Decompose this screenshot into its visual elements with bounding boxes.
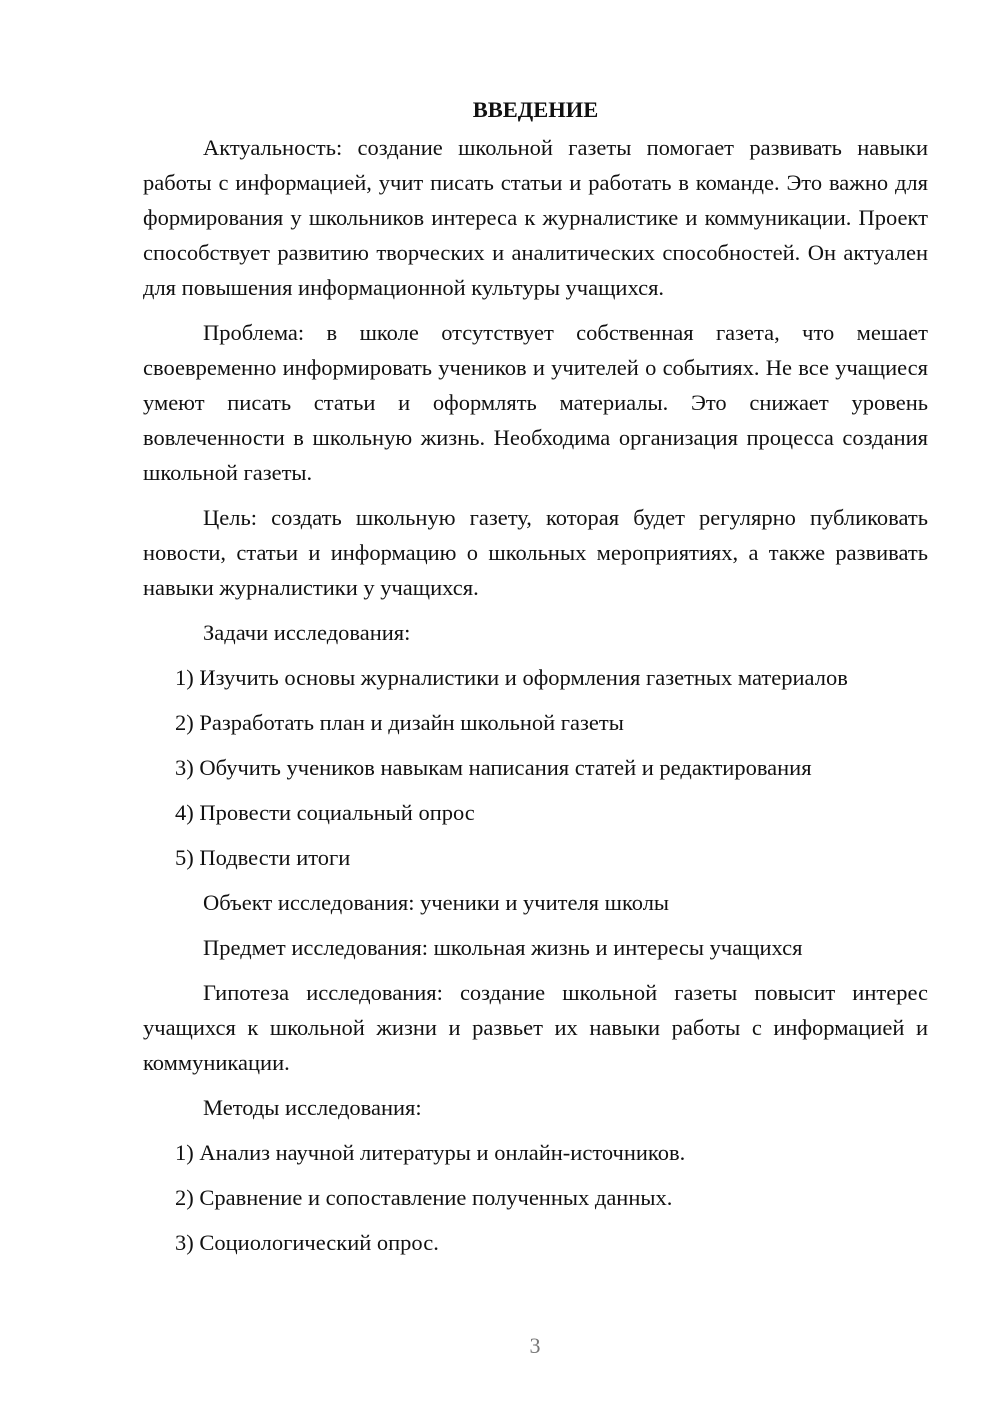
list-item: 1) Изучить основы журналистики и оформления газетных материалов xyxy=(175,665,848,690)
list-item: 1) Анализ научной литературы и онлайн-источников. xyxy=(175,1140,686,1165)
section-heading: ВВЕДЕНИЕ xyxy=(472,97,599,122)
list-item: 5) Подвести итоги xyxy=(175,845,351,870)
problem-paragraph: Проблема: в школе отсутствует собственная газета, что мешает своевременно информировать учеников и учителей о событиях. Не все учащиеся умеют писать статьи и оформлять материалы. Это снижает уровень вовлеченности в школьную жизнь. Необходима организация процесса создания школьной газеты. xyxy=(143,320,928,485)
hypothesis-paragraph: Гипотеза исследования: создание школьной газеты повысит интерес учащихся к школьной жизни и развьет их навыки работы с информацией и коммуникации. xyxy=(143,980,928,1075)
research-subject: Предмет исследования: школьная жизнь и интересы учащихся xyxy=(203,935,803,960)
methods-heading: Методы исследования: xyxy=(203,1095,422,1120)
list-item: 2) Сравнение и сопоставление полученных данных. xyxy=(175,1185,673,1210)
tasks-heading: Задачи исследования: xyxy=(203,620,411,645)
list-item: 3) Социологический опрос. xyxy=(175,1230,439,1255)
list-item: 3) Обучить учеников навыкам написания статей и редактирования xyxy=(175,755,812,780)
document-page xyxy=(143,92,928,1270)
relevance-paragraph: Актуальность: создание школьной газеты помогает развивать навыки работы с информацией, учит писать статьи и работать в команде. Это важно для формирования у школьников интереса к журналистике и коммуникации. Проект способствует развитию творческих и аналитических способностей. Он актуален для повышения информационной культуры учащихся. xyxy=(143,135,928,300)
goal-paragraph: Цель: создать школьную газету, которая будет регулярно публиковать новости, статьи и информацию о школьных мероприятиях, а также развивать навыки журналистики у учащихся. xyxy=(143,505,928,600)
list-item: 2) Разработать план и дизайн школьной газеты xyxy=(175,710,624,735)
page-number: 3 xyxy=(529,1333,541,1358)
research-object: Объект исследования: ученики и учителя школы xyxy=(203,890,670,915)
methods-list xyxy=(143,1135,928,1260)
list-item: 4) Провести социальный опрос xyxy=(175,800,475,825)
tasks-list xyxy=(143,660,928,875)
